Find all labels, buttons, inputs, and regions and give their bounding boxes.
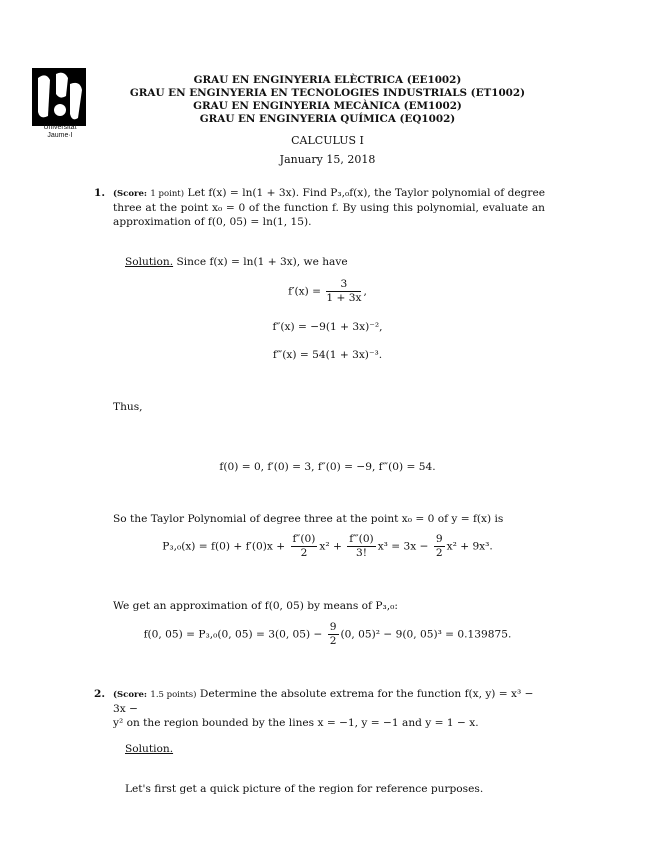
taylor-intro: So the Taylor Polynomial of degree three at the point x₀ = 0 of y = f(x) is xyxy=(113,513,504,525)
problem-2-intro: Let's first get a quick picture of the region for reference purposes. xyxy=(125,783,484,795)
problem-2-solution-label: Solution. xyxy=(125,743,174,755)
third-derivative: f‴(x) = 54(1 + 3x)⁻³. xyxy=(272,349,383,361)
logo-caption-line1: Universitat xyxy=(43,124,77,131)
header-line-1: GRAU EN ENGINYERIA ELÈCTRICA (EE1002) xyxy=(193,74,462,86)
header-line-2: GRAU EN ENGINYERIA EN TECNOLOGIES INDUSTRIALS (ET1002) xyxy=(129,87,526,99)
solution-label: Solution. xyxy=(125,256,174,268)
problem-1-number: 1. xyxy=(94,187,106,199)
approx-intro: We get an approximation of f(0, 05) by means of P₃,₀: xyxy=(113,600,398,612)
first-derivative: f′(x) = $\frac{3}{1 + 3x}$ , xyxy=(288,278,367,304)
problem-1-solution-intro: Solution. Since f(x) = ln(1 + 3x), we have xyxy=(125,256,348,268)
derivative-values: f(0) = 0, f′(0) = 3, f″(0) = −9, f‴(0) = 54. xyxy=(219,461,436,473)
problem-2-statement: (Score: 1.5 points) Determine the absolute extrema for the function f(x, y) = x³ − 3x − y² on the region bounded by the lines x = −1, y = −1 and y = 1 − x. xyxy=(113,688,534,729)
header-line-3: GRAU EN ENGINYERIA MECÀNICA (EM1002) xyxy=(193,100,462,112)
approx-equation: f(0, 05) = P₃,₀(0, 05) = 3(0, 05) − $\frac{9}{2}$ (0, 05)² − 9(0, 05)³ = 0.139875. xyxy=(143,621,512,647)
logo-caption-line2: Jaume·I xyxy=(47,132,73,139)
exam-date: January 15, 2018 xyxy=(279,153,376,166)
taylor-polynomial: P₃,₀(x) = f(0) + f′(0)x + $\frac{f''(0)}{2}$ x² + $\frac{f‴(0)}{3!}$ x³ = 3x − $\frac{9}{2}$ x² + 9x³. xyxy=(162,533,493,559)
course-title: CALCULUS I xyxy=(291,134,364,147)
header-line-4: GRAU EN ENGINYERIA QUÍMICA (EQ1002) xyxy=(199,113,456,125)
second-derivative: f″(x) = −9(1 + 3x)⁻², xyxy=(272,321,383,333)
problem-2-number: 2. xyxy=(94,688,106,700)
thus-text: Thus, xyxy=(113,401,143,413)
problem-1-statement: (Score: 1 point) Let f(x) = ln(1 + 3x). Find P₃,₀f(x), the Taylor polynomial of degree three at the point x₀ = 0 of the function f. By using this polynomial, evaluate an approximation of f(0, 05) = ln(1, 15). xyxy=(113,187,546,228)
